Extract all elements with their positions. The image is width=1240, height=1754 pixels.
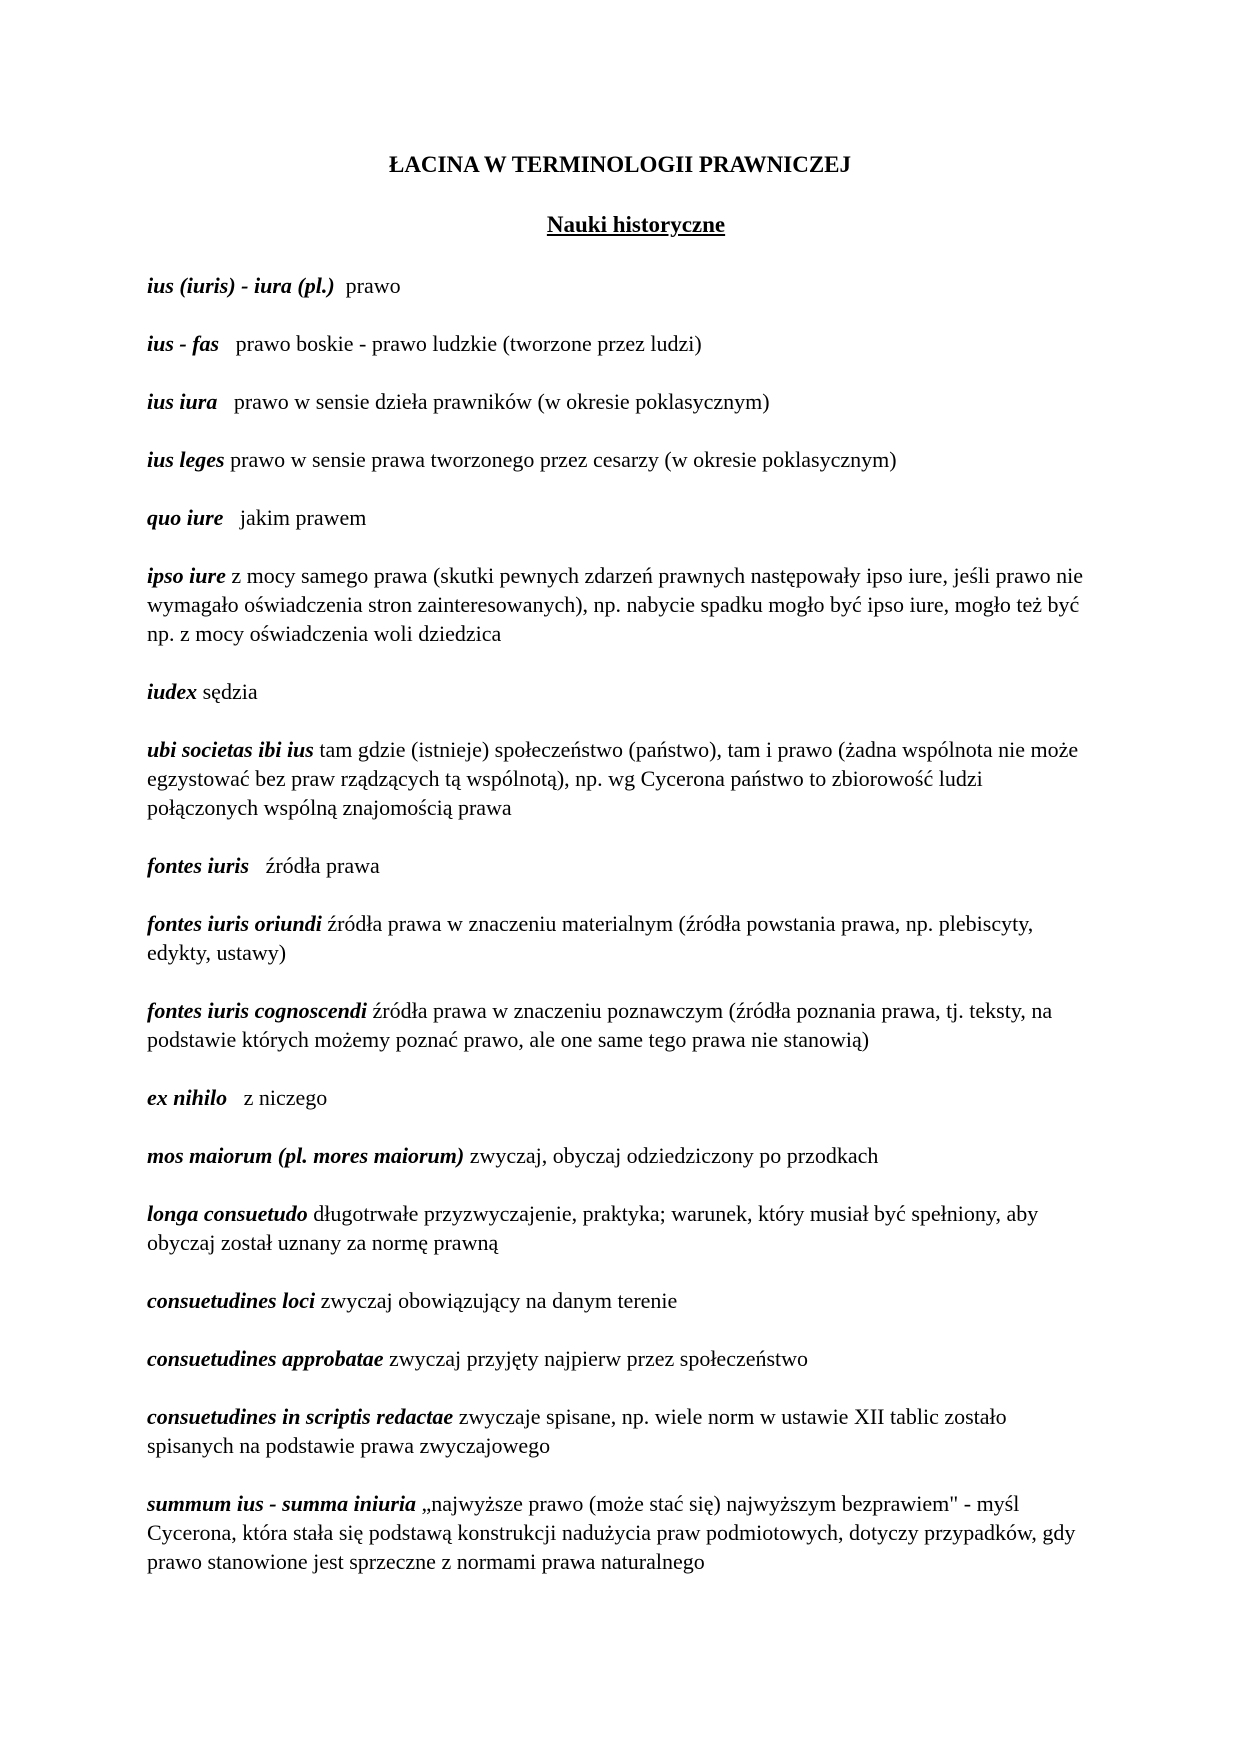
- entry-term: summum ius - summa iniuria: [147, 1491, 416, 1516]
- document-title: ŁACINA W TERMINOLOGII PRAWNICZEJ: [388, 152, 851, 177]
- entry-definition: zwyczaj obowiązujący na danym terenie: [315, 1288, 678, 1313]
- entry-definition: długotrwałe przyzwyczajenie, praktyka; warunek, który musiał być spełniony, aby obyczaj został uznany za normę prawną: [147, 1201, 1044, 1255]
- glossary-entry: [147, 996, 1092, 1054]
- entry-term: ius leges: [147, 447, 225, 472]
- entry-term: ex nihilo: [147, 1085, 228, 1110]
- entry-term: ipso iure: [147, 563, 226, 588]
- entry-term: mos maiorum (pl. mores maiorum): [147, 1143, 465, 1168]
- glossary-entry: [147, 561, 1092, 648]
- entry-term: quo iure: [147, 505, 224, 530]
- glossary-entry: [147, 1083, 1092, 1112]
- glossary-entry: [147, 1286, 1092, 1315]
- entry-term: iudex: [147, 679, 198, 704]
- entry-term: ubi societas ibi ius: [147, 737, 314, 762]
- glossary-entry: [147, 909, 1092, 967]
- glossary-entry: [147, 735, 1092, 822]
- glossary-entry: [147, 1344, 1092, 1373]
- glossary-entry: [147, 329, 1092, 358]
- entry-term: fontes iuris cognoscendi: [147, 998, 368, 1023]
- glossary-entry: [147, 851, 1092, 880]
- entry-term: consuetudines approbatae: [147, 1346, 384, 1371]
- entry-term: fontes iuris: [147, 853, 250, 878]
- entry-term: consuetudines loci: [147, 1288, 316, 1313]
- entry-definition: prawo boskie - prawo ludzkie (tworzone przez ludzi): [219, 331, 702, 356]
- glossary-entry: [147, 677, 1092, 706]
- glossary-entry: [147, 1199, 1092, 1257]
- glossary-entry: [147, 271, 1092, 300]
- entry-term: consuetudines in scriptis redactae: [147, 1404, 454, 1429]
- entry-definition: prawo w sensie dzieła prawników (w okresie poklasycznym): [217, 389, 770, 414]
- entry-definition: prawo w sensie prawa tworzonego przez cesarzy (w okresie poklasycznym): [224, 447, 897, 472]
- entry-definition: źródła prawa w znaczeniu materialnym (źródła powstania prawa, np. plebiscyty, edykty, ustawy): [147, 911, 1039, 965]
- entry-definition: zwyczaj przyjęty najpierw przez społeczeństwo: [383, 1346, 809, 1371]
- entry-definition: „najwyższe prawo (może stać się) najwyższym bezprawiem" - myśl Cycerona, która stała się podstawą konstrukcji nadużycia praw podmiotowych, dotyczy przypadków, gdy prawo stanowione jest sprzeczne z normami prawa naturalnego: [147, 1491, 1081, 1574]
- entry-definition: z niczego: [227, 1085, 328, 1110]
- entry-definition: prawo: [334, 273, 401, 298]
- entry-definition: jakim prawem: [223, 505, 367, 530]
- glossary-list: [147, 271, 1092, 1605]
- entry-definition: źródła prawa w znaczeniu poznawczym (źródła poznania prawa, tj. teksty, na podstawie których możemy poznać prawo, ale one same tego prawa nie stanowią): [147, 998, 1058, 1052]
- entry-definition: sędzia: [197, 679, 258, 704]
- glossary-entry: [147, 445, 1092, 474]
- glossary-entry: [147, 1141, 1092, 1170]
- glossary-entry: [147, 503, 1092, 532]
- entry-definition: z mocy samego prawa (skutki pewnych zdarzeń prawnych następowały ipso iure, jeśli prawo nie wymagało oświadczenia stron zainteresowanych), np. nabycie spadku mogło być ipso iure, mogło też być np. z mocy oświadczenia woli dziedzica: [147, 563, 1089, 646]
- entry-definition: zwyczaj, obyczaj odziedziczony po przodkach: [464, 1143, 879, 1168]
- entry-term: ius iura: [147, 389, 218, 414]
- entry-term: longa consuetudo: [147, 1201, 308, 1226]
- entry-definition: zwyczaje spisane, np. wiele norm w ustawie XII tablic zostało spisanych na podstawie prawa zwyczajowego: [147, 1404, 1013, 1458]
- glossary-entry: [147, 1402, 1092, 1460]
- entry-definition: tam gdzie (istnieje) społeczeństwo (państwo), tam i prawo (żadna wspólnota nie może egzystować bez praw rządzących tą wspólnotą), np. wg Cycerona państwo to zbiorowość ludzi połączonych wspólną znajomością prawa: [147, 737, 1084, 820]
- entry-term: ius - fas: [147, 331, 220, 356]
- document-subtitle: Nauki historyczne: [546, 212, 726, 237]
- glossary-entry: [147, 1489, 1092, 1576]
- glossary-entry: [147, 387, 1092, 416]
- entry-term: ius (iuris) - iura (pl.): [147, 273, 335, 298]
- entry-definition: źródła prawa: [249, 853, 380, 878]
- entry-term: fontes iuris oriundi: [147, 911, 322, 936]
